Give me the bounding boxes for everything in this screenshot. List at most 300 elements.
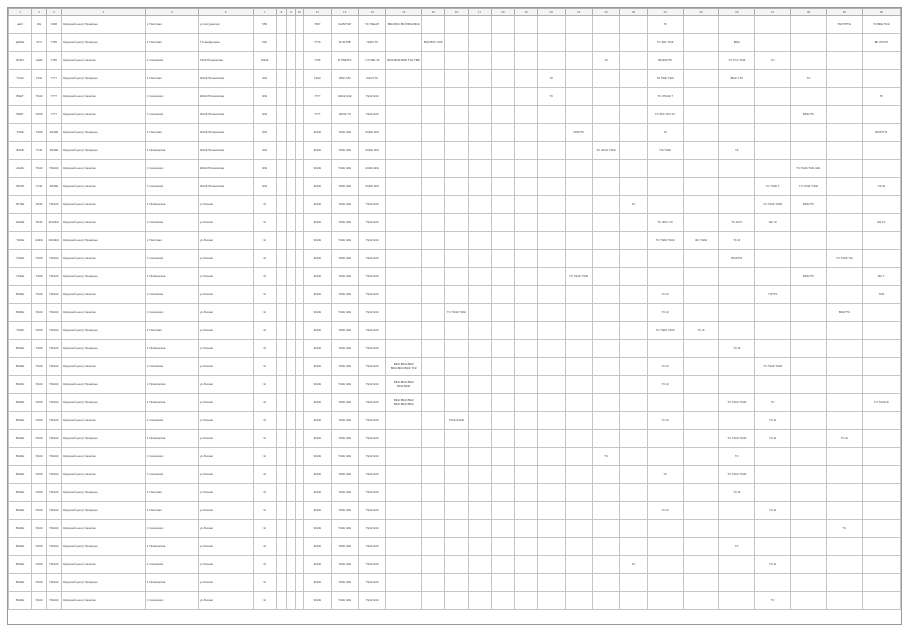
table-cell[interactable] — [491, 556, 514, 574]
table-cell[interactable] — [683, 88, 719, 106]
table-cell[interactable] — [719, 322, 755, 340]
column-header[interactable]: 14 — [386, 9, 422, 16]
column-header[interactable]: 2 — [32, 9, 47, 16]
table-cell[interactable] — [826, 160, 862, 178]
table-cell[interactable]: ТХЖ — [32, 70, 47, 88]
table-cell[interactable]: 7779 — [304, 34, 331, 52]
table-cell[interactable]: ТС.ТЖЖ.ТЖЖ — [565, 268, 592, 286]
table-cell[interactable] — [445, 286, 468, 304]
table-cell[interactable] — [592, 34, 619, 52]
table-cell[interactable]: ВКЖЕ — [9, 304, 32, 322]
table-cell[interactable]: 1 Приморская — [146, 268, 199, 286]
table-cell[interactable]: Кж.ВХТКЛ — [331, 16, 358, 34]
table-cell[interactable]: ЗЖЖЕ — [46, 178, 61, 196]
table-cell[interactable] — [683, 556, 719, 574]
table-cell[interactable]: ЖЖЖ — [304, 502, 331, 520]
table-cell[interactable]: ТС.Ж — [647, 286, 683, 304]
table-cell[interactable] — [791, 304, 827, 322]
column-header[interactable]: 21 — [565, 9, 592, 16]
table-cell[interactable] — [592, 394, 619, 412]
table-cell[interactable] — [862, 142, 900, 160]
table-cell[interactable] — [647, 394, 683, 412]
table-cell[interactable] — [620, 394, 647, 412]
table-cell[interactable]: ВК ЗТЖ?К — [862, 34, 900, 52]
table-cell[interactable] — [287, 52, 295, 70]
table-cell[interactable] — [295, 322, 303, 340]
table-cell[interactable] — [565, 178, 592, 196]
table-cell[interactable]: Окружной центр Сахалин — [61, 304, 145, 322]
column-header[interactable]: 8 — [276, 9, 287, 16]
table-cell[interactable]: ТС.ТЖЖ.ТЖЖ — [791, 178, 827, 196]
table-cell[interactable]: Ж — [253, 250, 276, 268]
table-cell[interactable] — [791, 52, 827, 70]
table-cell[interactable]: ТС.Ж — [647, 412, 683, 430]
table-cell[interactable]: ВКЖ?ТК — [791, 268, 827, 286]
table-cell[interactable] — [422, 52, 445, 70]
table-cell[interactable] — [755, 538, 791, 556]
table-cell[interactable] — [422, 106, 445, 124]
table-cell[interactable] — [719, 502, 755, 520]
table-cell[interactable] — [276, 430, 287, 448]
table-cell[interactable]: ТС.Ж — [647, 304, 683, 322]
table-cell[interactable] — [514, 106, 537, 124]
table-cell[interactable]: ЗЖЖЕ — [46, 124, 61, 142]
table-cell[interactable]: ТЖЖ.ЖЖ — [331, 304, 358, 322]
table-cell[interactable] — [791, 250, 827, 268]
table-cell[interactable] — [287, 160, 295, 178]
table-cell[interactable] — [445, 142, 468, 160]
table-cell[interactable]: ТС.ТЖЖ.ТЖЖ — [755, 196, 791, 214]
table-cell[interactable]: ТС.ТЖЖ.ТЖ — [826, 250, 862, 268]
table-cell[interactable]: ЖЖЖ — [304, 268, 331, 286]
table-cell[interactable] — [565, 88, 592, 106]
table-cell[interactable]: ТЖЖ — [32, 340, 47, 358]
table-cell[interactable] — [565, 484, 592, 502]
table-cell[interactable]: ВНЖЕ — [9, 394, 32, 412]
table-cell[interactable] — [514, 574, 537, 592]
table-cell[interactable]: ТАЖЕ — [9, 250, 32, 268]
table-cell[interactable] — [683, 70, 719, 88]
table-cell[interactable]: ТЖЖЖ — [46, 340, 61, 358]
table-cell[interactable]: ХЖЖ — [32, 394, 47, 412]
table-cell[interactable]: ЖЖЖ.ЖЖ — [331, 88, 358, 106]
table-cell[interactable]: ТС — [719, 448, 755, 466]
table-cell[interactable]: 1 Сахалинск — [146, 520, 199, 538]
table-cell[interactable] — [862, 232, 900, 250]
table-cell[interactable]: ТЖЖ.ЖЖ — [358, 376, 385, 394]
table-cell[interactable] — [468, 358, 491, 376]
table-cell[interactable] — [386, 214, 422, 232]
table-cell[interactable] — [719, 556, 755, 574]
table-cell[interactable] — [620, 70, 647, 88]
table-cell[interactable] — [565, 106, 592, 124]
table-cell[interactable] — [422, 214, 445, 232]
table-cell[interactable] — [287, 268, 295, 286]
table-cell[interactable] — [862, 340, 900, 358]
table-cell[interactable] — [565, 142, 592, 160]
table-cell[interactable] — [295, 484, 303, 502]
table-cell[interactable] — [791, 556, 827, 574]
table-cell[interactable]: ТЖЖ.ЖЖ — [331, 232, 358, 250]
table-cell[interactable] — [538, 484, 565, 502]
table-cell[interactable]: Окружной центр Сахалин — [61, 358, 145, 376]
table-cell[interactable] — [445, 376, 468, 394]
table-cell[interactable] — [445, 574, 468, 592]
table-cell[interactable] — [862, 430, 900, 448]
table-cell[interactable] — [445, 466, 468, 484]
table-cell[interactable]: ТС — [755, 52, 791, 70]
table-cell[interactable] — [755, 16, 791, 34]
column-header[interactable]: 4 — [61, 9, 145, 16]
table-cell[interactable]: ТС.ЖСЖ.ТЖЖ — [592, 142, 619, 160]
table-cell[interactable] — [422, 412, 445, 430]
table-cell[interactable] — [791, 448, 827, 466]
table-cell[interactable]: 1 Приморская — [146, 538, 199, 556]
column-header[interactable]: 26 — [719, 9, 755, 16]
table-cell[interactable] — [287, 538, 295, 556]
table-cell[interactable]: ВКЖ.ВКЖ.ВЖК ТСК.ТВЖ — [386, 52, 422, 70]
table-cell[interactable] — [538, 412, 565, 430]
table-cell[interactable] — [445, 322, 468, 340]
table-cell[interactable]: 1 Приморская — [146, 574, 199, 592]
table-cell[interactable] — [755, 520, 791, 538]
table-cell[interactable]: ВКН.ВОС.ВСЙ ВКН.ВКЖ — [386, 16, 422, 34]
table-cell[interactable] — [565, 520, 592, 538]
table-cell[interactable]: Ж — [253, 358, 276, 376]
table-cell[interactable] — [592, 286, 619, 304]
table-cell[interactable] — [491, 214, 514, 232]
table-cell[interactable]: ЖЖЖ — [304, 214, 331, 232]
table-cell[interactable]: ТС.ТЖЖ.ТЖЖ — [647, 232, 683, 250]
table-cell[interactable]: ВАЖЕ — [9, 430, 32, 448]
table-cell[interactable]: ЖЖЖ.Юграинская — [198, 106, 253, 124]
table-cell[interactable]: ТЖЖ — [304, 70, 331, 88]
table-cell[interactable] — [620, 502, 647, 520]
table-cell[interactable] — [422, 448, 445, 466]
table-cell[interactable] — [445, 214, 468, 232]
table-cell[interactable]: ВКЕТ — [9, 88, 32, 106]
table-cell[interactable]: ТС — [826, 520, 862, 538]
table-cell[interactable] — [620, 178, 647, 196]
table-cell[interactable] — [683, 52, 719, 70]
column-header[interactable]: 13 — [358, 9, 385, 16]
table-cell[interactable] — [276, 448, 287, 466]
table-cell[interactable] — [683, 160, 719, 178]
table-cell[interactable] — [445, 70, 468, 88]
table-cell[interactable] — [386, 286, 422, 304]
table-cell[interactable]: ул.Лесная — [198, 592, 253, 610]
table-cell[interactable]: ХЖЖ — [32, 448, 47, 466]
table-cell[interactable] — [647, 340, 683, 358]
table-cell[interactable] — [287, 466, 295, 484]
table-cell[interactable] — [287, 340, 295, 358]
column-header[interactable]: 19 — [514, 9, 537, 16]
table-cell[interactable]: Окружной центр Сахалин — [61, 106, 145, 124]
table-cell[interactable] — [287, 250, 295, 268]
table-cell[interactable]: 7777 — [304, 106, 331, 124]
table-cell[interactable] — [514, 286, 537, 304]
table-cell[interactable] — [538, 106, 565, 124]
table-cell[interactable]: Ж — [253, 214, 276, 232]
table-cell[interactable]: Ж — [253, 502, 276, 520]
table-cell[interactable] — [287, 178, 295, 196]
table-cell[interactable]: Ж — [253, 304, 276, 322]
table-cell[interactable] — [287, 34, 295, 52]
table-cell[interactable] — [538, 592, 565, 610]
table-cell[interactable] — [287, 88, 295, 106]
table-cell[interactable] — [468, 250, 491, 268]
table-cell[interactable]: Ж — [253, 484, 276, 502]
table-cell[interactable]: ТЖЖЖ — [46, 394, 61, 412]
table-cell[interactable]: ТС.Ж — [755, 430, 791, 448]
table-cell[interactable] — [755, 124, 791, 142]
table-cell[interactable] — [468, 196, 491, 214]
table-cell[interactable] — [422, 178, 445, 196]
table-cell[interactable]: ТС.ТЖЖ.Ж — [862, 394, 900, 412]
table-cell[interactable] — [514, 124, 537, 142]
table-cell[interactable]: 7777 — [46, 88, 61, 106]
table-cell[interactable] — [538, 124, 565, 142]
table-cell[interactable]: ул.Лесная — [198, 394, 253, 412]
table-cell[interactable] — [276, 214, 287, 232]
table-cell[interactable]: ТЖЖ.ЖЖ — [331, 538, 358, 556]
table-cell[interactable] — [565, 340, 592, 358]
table-cell[interactable] — [683, 304, 719, 322]
table-cell[interactable]: ЖЖЖ — [304, 358, 331, 376]
table-cell[interactable]: 1 Сахалинск — [146, 358, 199, 376]
table-cell[interactable]: ХУХ — [32, 34, 47, 52]
table-cell[interactable] — [862, 376, 900, 394]
table-cell[interactable] — [276, 340, 287, 358]
table-cell[interactable] — [538, 214, 565, 232]
table-cell[interactable] — [791, 34, 827, 52]
table-cell[interactable]: 1 Сахалинск — [146, 412, 199, 430]
table-cell[interactable] — [287, 430, 295, 448]
table-cell[interactable] — [791, 232, 827, 250]
table-cell[interactable]: ТК — [647, 16, 683, 34]
table-cell[interactable] — [445, 430, 468, 448]
table-cell[interactable]: ВКЖ?ТК — [719, 250, 755, 268]
table-cell[interactable] — [791, 286, 827, 304]
table-cell[interactable] — [468, 502, 491, 520]
table-cell[interactable] — [647, 178, 683, 196]
table-cell[interactable]: ТС.ТЖЖ.ТЖЖ — [755, 358, 791, 376]
table-cell[interactable] — [287, 358, 295, 376]
table-cell[interactable]: ТЖЖ.ЖЖ — [331, 574, 358, 592]
table-cell[interactable] — [422, 484, 445, 502]
table-cell[interactable] — [422, 340, 445, 358]
column-header[interactable]: 27 — [755, 9, 791, 16]
table-cell[interactable] — [719, 160, 755, 178]
table-cell[interactable] — [647, 556, 683, 574]
table-cell[interactable]: Окружной центр Приморье — [61, 124, 145, 142]
table-cell[interactable] — [445, 538, 468, 556]
table-cell[interactable]: ул.Лесная — [198, 412, 253, 430]
table-cell[interactable] — [295, 88, 303, 106]
table-cell[interactable]: ТЖЖ.ЖЖЖ — [445, 412, 468, 430]
table-cell[interactable] — [862, 448, 900, 466]
table-cell[interactable] — [276, 286, 287, 304]
table-cell[interactable]: ТЖЖ.ЖЖ — [358, 448, 385, 466]
table-cell[interactable] — [295, 376, 303, 394]
table-cell[interactable]: ТСАК — [9, 70, 32, 88]
table-cell[interactable]: ТЖЖ.ЖЖ — [331, 502, 358, 520]
table-cell[interactable]: ул.Лесная — [198, 520, 253, 538]
table-cell[interactable] — [592, 214, 619, 232]
table-cell[interactable]: ТЖЖЖ — [46, 520, 61, 538]
table-cell[interactable]: ТЖЖ.ЖЖ — [358, 304, 385, 322]
table-cell[interactable] — [683, 574, 719, 592]
table-cell[interactable]: Окружной центр Приморье — [61, 502, 145, 520]
table-cell[interactable]: 1 Сахалинск — [146, 250, 199, 268]
table-cell[interactable] — [755, 340, 791, 358]
table-cell[interactable]: ВАЖЕ — [9, 484, 32, 502]
table-cell[interactable]: ТЖЖ.ЖЖ — [358, 538, 385, 556]
table-cell[interactable]: ЖЖЖ — [304, 376, 331, 394]
table-cell[interactable] — [791, 394, 827, 412]
table-cell[interactable] — [826, 556, 862, 574]
table-cell[interactable]: ВАЖЕ — [9, 556, 32, 574]
table-cell[interactable] — [538, 394, 565, 412]
table-cell[interactable]: ЖЖ — [253, 124, 276, 142]
table-cell[interactable] — [514, 502, 537, 520]
table-cell[interactable]: ТС.ТЖЖ.ТЖЖ — [719, 394, 755, 412]
table-cell[interactable] — [445, 556, 468, 574]
table-cell[interactable] — [422, 70, 445, 88]
table-cell[interactable]: 1 Приморская — [146, 142, 199, 160]
table-cell[interactable] — [538, 340, 565, 358]
table-cell[interactable]: 7795 — [46, 52, 61, 70]
table-cell[interactable]: ТЖЖ.ЖЖ — [358, 520, 385, 538]
table-cell[interactable] — [565, 304, 592, 322]
table-cell[interactable] — [491, 574, 514, 592]
table-cell[interactable] — [862, 412, 900, 430]
table-cell[interactable] — [445, 250, 468, 268]
table-cell[interactable] — [538, 178, 565, 196]
table-cell[interactable] — [791, 520, 827, 538]
table-cell[interactable] — [620, 232, 647, 250]
table-cell[interactable] — [647, 538, 683, 556]
table-cell[interactable] — [862, 160, 900, 178]
table-cell[interactable] — [826, 232, 862, 250]
table-cell[interactable]: ТС.Ж — [683, 322, 719, 340]
table-cell[interactable]: ТО — [791, 70, 827, 88]
table-cell[interactable] — [647, 574, 683, 592]
table-cell[interactable]: ЖЖЖ.Юграинская — [198, 178, 253, 196]
table-cell[interactable] — [422, 142, 445, 160]
table-cell[interactable]: 1 Пахтовая — [146, 34, 199, 52]
table-cell[interactable]: 7007 — [304, 16, 331, 34]
table-cell[interactable]: ТС.ТСС.ТКЖ — [719, 52, 755, 70]
table-cell[interactable]: ТКЖ?ТС — [565, 124, 592, 142]
table-cell[interactable] — [565, 412, 592, 430]
table-cell[interactable]: Окружной центр Сахалин — [61, 250, 145, 268]
table-cell[interactable] — [565, 358, 592, 376]
table-cell[interactable]: ХЖЖ — [32, 502, 47, 520]
column-header[interactable]: 25 — [683, 9, 719, 16]
table-cell[interactable]: ИЦ — [32, 16, 47, 34]
table-cell[interactable] — [620, 430, 647, 448]
table-cell[interactable] — [565, 502, 592, 520]
table-cell[interactable] — [592, 88, 619, 106]
table-cell[interactable]: ТЖЖЖ — [46, 376, 61, 394]
table-cell[interactable] — [683, 34, 719, 52]
table-cell[interactable] — [422, 466, 445, 484]
column-header[interactable]: 16 — [445, 9, 468, 16]
table-cell[interactable]: Окружной центр Приморье — [61, 322, 145, 340]
table-cell[interactable]: 1 Пахтовая — [146, 484, 199, 502]
table-cell[interactable] — [719, 376, 755, 394]
table-cell[interactable] — [386, 502, 422, 520]
table-cell[interactable]: 1 Сахалинск — [146, 592, 199, 610]
table-cell[interactable] — [719, 268, 755, 286]
table-cell[interactable] — [514, 448, 537, 466]
table-cell[interactable]: ХЖЖ — [32, 466, 47, 484]
table-cell[interactable]: ТЖЖ.ЖЖ — [331, 250, 358, 268]
table-cell[interactable] — [647, 250, 683, 268]
table-cell[interactable]: ТК — [862, 88, 900, 106]
table-cell[interactable] — [647, 448, 683, 466]
table-cell[interactable] — [538, 268, 565, 286]
table-cell[interactable] — [755, 232, 791, 250]
table-cell[interactable] — [276, 502, 287, 520]
table-cell[interactable]: 1 Приморская — [146, 340, 199, 358]
table-cell[interactable] — [683, 16, 719, 34]
table-cell[interactable] — [791, 466, 827, 484]
table-cell[interactable] — [826, 178, 862, 196]
table-cell[interactable]: 1 Сахалинск — [146, 88, 199, 106]
table-cell[interactable] — [514, 430, 537, 448]
table-cell[interactable] — [514, 484, 537, 502]
table-cell[interactable] — [538, 250, 565, 268]
table-cell[interactable]: В.ОКТЛВ — [331, 34, 358, 52]
table-cell[interactable] — [422, 88, 445, 106]
table-cell[interactable]: ТЖЖ.ЖЖ — [358, 592, 385, 610]
table-cell[interactable]: ВАЖЕ — [9, 592, 32, 610]
table-cell[interactable]: ВАЖЕ — [9, 412, 32, 430]
table-cell[interactable] — [295, 286, 303, 304]
table-cell[interactable] — [719, 16, 755, 34]
table-cell[interactable] — [295, 304, 303, 322]
table-cell[interactable]: 7795 — [46, 34, 61, 52]
table-cell[interactable]: Ж — [253, 322, 276, 340]
table-cell[interactable]: ЖЖЖ.Юграинская — [198, 124, 253, 142]
table-cell[interactable] — [276, 322, 287, 340]
table-cell[interactable] — [468, 16, 491, 34]
table-cell[interactable] — [514, 520, 537, 538]
table-cell[interactable] — [491, 88, 514, 106]
table-cell[interactable]: ЖЖЖ — [304, 466, 331, 484]
table-cell[interactable] — [422, 322, 445, 340]
table-cell[interactable] — [468, 160, 491, 178]
table-cell[interactable]: ТЖЖ.ЖЖ — [331, 322, 358, 340]
table-cell[interactable] — [683, 592, 719, 610]
table-cell[interactable] — [755, 70, 791, 88]
table-cell[interactable] — [826, 88, 862, 106]
table-cell[interactable] — [862, 538, 900, 556]
table-cell[interactable] — [592, 196, 619, 214]
table-cell[interactable]: ВОК ВОС ХАК — [422, 34, 445, 52]
table-cell[interactable]: ТЖЖЖ — [46, 358, 61, 376]
table-cell[interactable] — [592, 466, 619, 484]
table-cell[interactable]: ХЖЖ — [32, 484, 47, 502]
table-cell[interactable] — [620, 124, 647, 142]
column-header[interactable]: 22 — [592, 9, 619, 16]
table-cell[interactable] — [276, 88, 287, 106]
table-cell[interactable] — [683, 286, 719, 304]
table-cell[interactable]: Окружной центр Приморье — [61, 376, 145, 394]
table-cell[interactable]: 1 Сахалинск — [146, 466, 199, 484]
